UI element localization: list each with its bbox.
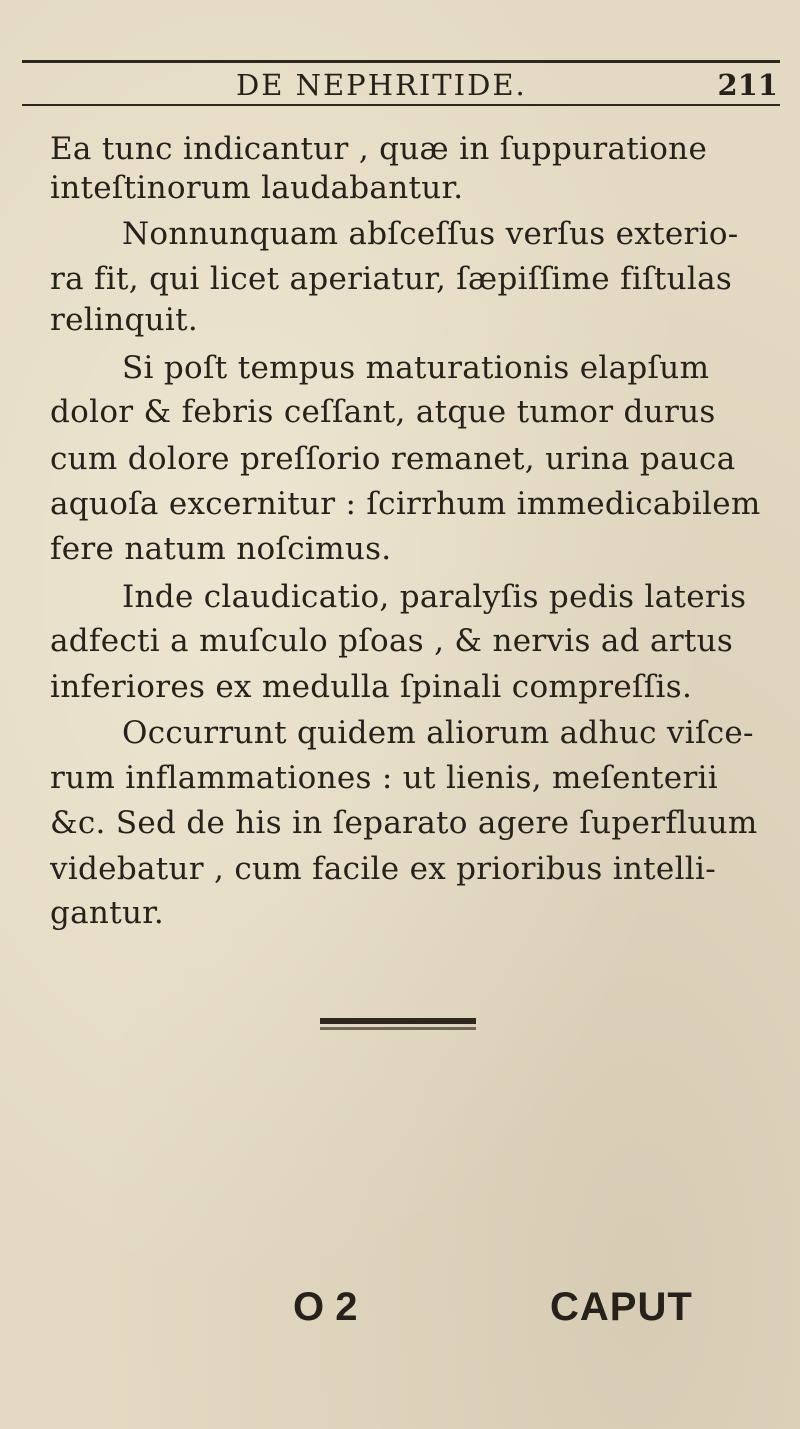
paragraph-start-line: Si poſt tempus maturationis elapſum — [122, 350, 710, 386]
text-line: inferiores ex medulla ſpinali compreſſis. — [50, 669, 693, 705]
paragraph-start-line: Inde claudicatio, paralyſis pedis lateris — [122, 579, 747, 615]
text-line: relinquit. — [50, 302, 198, 338]
text-line: cum dolore preſſorio remanet, urina pauca — [50, 441, 736, 477]
text-line: rum inflammationes : ut lienis, meſenterii — [50, 760, 718, 796]
running-title: DE NEPHRITIDE. — [236, 68, 527, 102]
text-line: videbatur , cum facile ex prioribus intelli- — [50, 851, 717, 887]
paragraph-start-line: Occurrunt quidem aliorum adhuc viſce- — [122, 715, 754, 751]
text-line: adfecti a muſculo pſoas , & nervis ad artus — [50, 623, 734, 659]
top-rule — [22, 60, 780, 63]
header-rule — [22, 104, 780, 106]
text-line: fere natum noſcimus. — [50, 531, 392, 567]
signature-mark: O 2 — [293, 1285, 358, 1329]
running-head — [22, 64, 780, 104]
text-line: dolor & febris ceſſant, atque tumor durus — [50, 394, 716, 430]
text-line: Ea tunc indicantur , quæ in ſuppuratione — [50, 131, 708, 167]
tailpiece-ornament — [320, 1018, 476, 1024]
text-line: ra fit, qui licet aperiatur, ſæpiſſime fiſtulas — [50, 261, 733, 297]
paragraph-start-line: Nonnunquam abſceſſus verſus exterio- — [122, 216, 739, 252]
text-line: gantur. — [50, 895, 165, 931]
catchword: CAPUT — [550, 1285, 693, 1329]
tailpiece-rule — [320, 1027, 476, 1030]
page-number: 211 — [717, 68, 778, 102]
text-line: inteſtinorum laudabantur. — [50, 170, 464, 206]
text-line: aquoſa excernitur : ſcirrhum immedicabilem — [50, 486, 761, 522]
text-line: &c. Sed de his in ſeparato agere ſuperfluum — [50, 805, 758, 841]
